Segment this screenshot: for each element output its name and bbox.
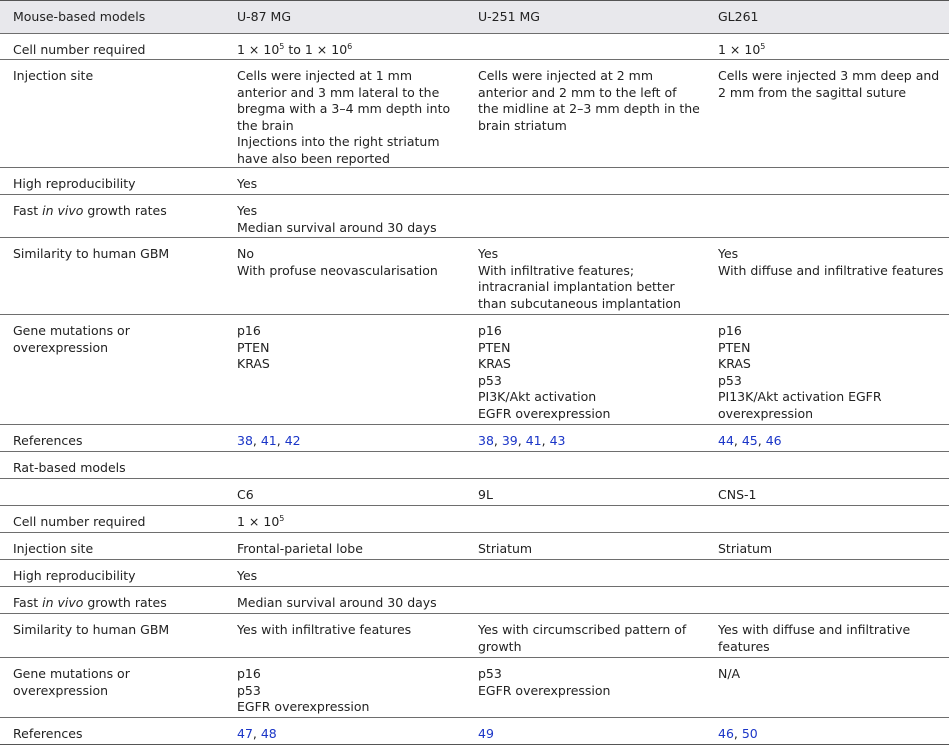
header-gl261: GL261 xyxy=(705,1,949,34)
rat-growth-row xyxy=(0,587,949,614)
rat-references-row xyxy=(0,718,949,745)
reference-link[interactable]: 49 xyxy=(478,726,494,741)
row-label: High reproducibility xyxy=(0,168,224,195)
similarity-u87: No With profuse neovascularisation xyxy=(224,238,465,315)
injection-site-u251: Cells were injected at 2 mm anterior and 2 mm to the left of the midline at 2–3 mm depth in the brain striatum xyxy=(465,60,705,168)
reproducibility-gl261 xyxy=(705,168,949,195)
cell-number-gl261: $1 \times 10^5$ xyxy=(705,34,949,60)
reference-link[interactable]: 43 xyxy=(549,433,566,448)
reference-link[interactable]: 44 xyxy=(718,433,734,448)
cell-number-c6: $1 \times 10^5$ xyxy=(224,506,465,533)
row-label: References xyxy=(0,718,224,745)
row-label: Fast in vivo growth rates xyxy=(0,195,224,238)
header-u87mg: U-87 MG xyxy=(224,1,465,34)
row-label: Injection site xyxy=(0,60,224,168)
genes-cns1: N/A xyxy=(705,658,949,718)
rat-models-row xyxy=(0,479,949,506)
rat-header-row xyxy=(0,452,949,479)
genes-gl261: p16 PTEN KRAS p53 PI13K/Akt activation EGFR overexpression xyxy=(705,315,949,425)
row-label: Gene mutations or overexpression xyxy=(0,658,224,718)
row-label: Similarity to human GBM xyxy=(0,614,224,658)
row-label: Similarity to human GBM xyxy=(0,238,224,315)
growth-u251 xyxy=(465,195,705,238)
references-c6: 47, 48 xyxy=(224,718,465,745)
reference-link[interactable]: 48 xyxy=(260,726,277,741)
rat-reproducibility-row xyxy=(0,560,949,587)
reproducibility-c6: Yes xyxy=(224,560,465,587)
genes-c6: p16 p53 EGFR overexpression xyxy=(224,658,465,718)
similarity-c6: Yes with infiltrative features xyxy=(224,614,465,658)
reference-link[interactable]: 46 xyxy=(718,726,734,741)
growth-c6: Median survival around 30 days xyxy=(224,587,465,614)
mouse-reproducibility-row xyxy=(0,168,949,195)
reference-link[interactable]: 42 xyxy=(284,433,301,448)
reproducibility-u251 xyxy=(465,168,705,195)
header-c6: C6 xyxy=(224,479,465,506)
reproducibility-u87: Yes xyxy=(224,168,465,195)
rat-cell-number-row xyxy=(0,506,949,533)
reference-link[interactable]: 41 xyxy=(525,433,542,448)
injection-site-9l: Striatum xyxy=(465,533,705,560)
references-cns1: 46, 50 xyxy=(705,718,949,745)
mouse-cell-number-row xyxy=(0,34,949,60)
injection-site-cns1: Striatum xyxy=(705,533,949,560)
reference-link[interactable]: 38 xyxy=(478,433,494,448)
similarity-9l: Yes with circumscribed pattern of growth xyxy=(465,614,705,658)
injection-site-c6: Frontal-parietal lobe xyxy=(224,533,465,560)
header-rat-models: Rat-based models xyxy=(0,452,224,479)
growth-u87: Yes Median survival around 30 days xyxy=(224,195,465,238)
cell-number-u251 xyxy=(465,34,705,60)
reference-link[interactable]: 45 xyxy=(741,433,758,448)
reference-link[interactable]: 41 xyxy=(260,433,277,448)
mouse-similarity-row xyxy=(0,238,949,315)
row-label: Injection site xyxy=(0,533,224,560)
reference-link[interactable]: 38 xyxy=(237,433,253,448)
rat-similarity-row xyxy=(0,614,949,658)
row-label: Fast in vivo growth rates xyxy=(0,587,224,614)
similarity-u251: Yes With infiltrative features; intracranial implantation better than subcutaneous implantation xyxy=(465,238,705,315)
header-u251mg: U-251 MG xyxy=(465,1,705,34)
growth-gl261 xyxy=(705,195,949,238)
cell-number-u87: $1 \times 10^5$ to $1 \times 10^6$ xyxy=(224,34,465,60)
references-gl261: 44, 45, 46 xyxy=(705,425,949,452)
header-mouse-models: Mouse-based models xyxy=(0,1,224,34)
header-cns1: CNS-1 xyxy=(705,479,949,506)
references-9l xyxy=(465,718,705,745)
row-label: Cell number required xyxy=(0,506,224,533)
mouse-header-row xyxy=(0,1,949,34)
mouse-growth-row xyxy=(0,195,949,238)
row-label: Cell number required xyxy=(0,34,224,60)
mouse-injection-site-row xyxy=(0,60,949,168)
similarity-cns1: Yes with diffuse and infiltrative features xyxy=(705,614,949,658)
mouse-references-row xyxy=(0,425,949,452)
references-u251: 38, 39, 41, 43 xyxy=(465,425,705,452)
reference-link[interactable]: 39 xyxy=(501,433,518,448)
references-u87: 38, 41, 42 xyxy=(224,425,465,452)
genes-u251: p16 PTEN KRAS p53 PI3K/Akt activation EGFR overexpression xyxy=(465,315,705,425)
reference-link[interactable]: 46 xyxy=(765,433,782,448)
rat-genes-row xyxy=(0,658,949,718)
mouse-genes-row xyxy=(0,315,949,425)
genes-9l: p53 EGFR overexpression xyxy=(465,658,705,718)
row-label: High reproducibility xyxy=(0,560,224,587)
similarity-gl261: Yes With diffuse and infiltrative features xyxy=(705,238,949,315)
injection-site-gl261: Cells were injected 3 mm deep and 2 mm from the sagittal suture xyxy=(705,60,949,168)
genes-u87: p16 PTEN KRAS xyxy=(224,315,465,425)
reference-link[interactable]: 47 xyxy=(237,726,253,741)
row-label: Gene mutations or overexpression xyxy=(0,315,224,425)
reference-link[interactable]: 50 xyxy=(741,726,758,741)
row-label: References xyxy=(0,425,224,452)
injection-site-u87: Cells were injected at 1 mm anterior and 3 mm lateral to the bregma with a 3–4 mm depth into the brain Injections into the right striatum have also been reported xyxy=(224,60,465,168)
header-9l: 9L xyxy=(465,479,705,506)
rat-injection-site-row xyxy=(0,533,949,560)
